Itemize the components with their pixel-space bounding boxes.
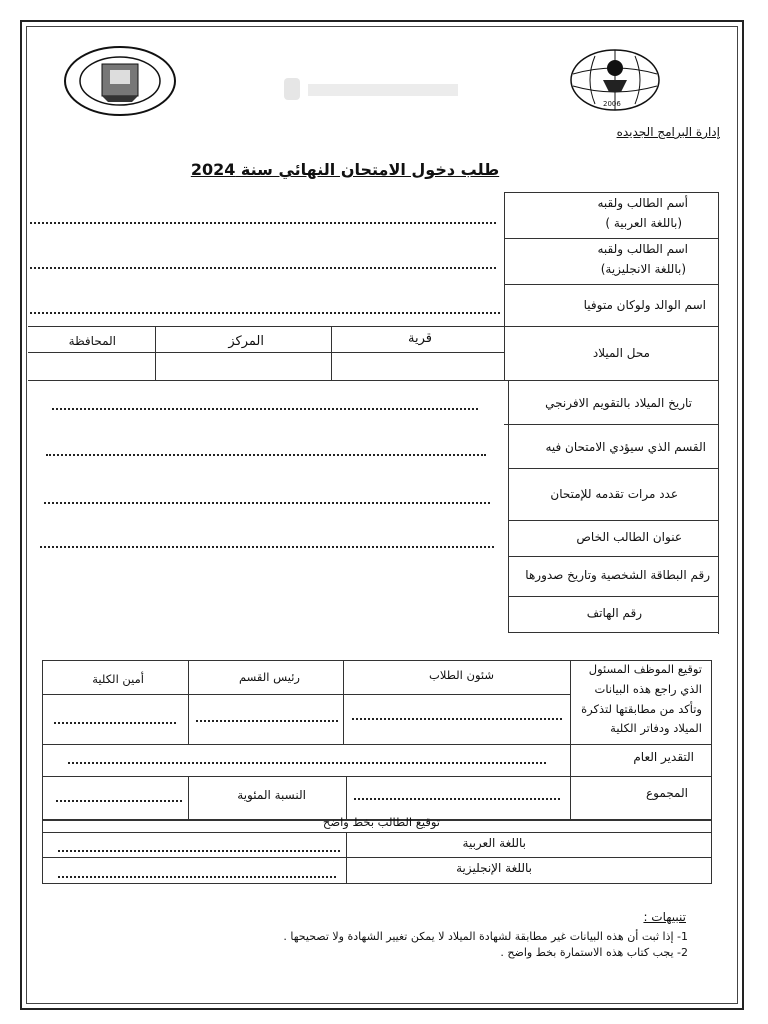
- row-line: [28, 380, 718, 381]
- address-field[interactable]: [40, 546, 494, 548]
- birthdate-label: تاريخ الميلاد بالتقويم الافرنجي: [545, 396, 692, 410]
- label-column-border: [504, 192, 505, 380]
- column-line: [188, 776, 189, 820]
- sig-en-field[interactable]: [58, 876, 336, 878]
- id-card-label: رقم البطاقة الشخصية وتاريخ صدورها: [525, 568, 710, 582]
- note-2: 2- يجب كتاب هذه الاستمارة بخط واضح .: [500, 946, 688, 959]
- form-title: طلب دخول الامتحان النهائي سنة 2024: [190, 160, 500, 179]
- village-label: قرية: [408, 331, 432, 346]
- center-label: المركز: [228, 334, 264, 349]
- birthplace-label: محل الميلاد: [592, 346, 650, 360]
- row-line: [42, 744, 712, 745]
- row-line: [508, 556, 718, 557]
- faculty-secretary-signature[interactable]: [54, 722, 176, 724]
- officer-label-1: توقيع الموظف المسئول: [588, 662, 702, 676]
- center-field[interactable]: [156, 354, 331, 380]
- officer-label-2: الذي راجع هذه البيانات: [594, 682, 702, 696]
- phone-label: رقم الهاتف: [586, 606, 642, 620]
- father-name-field[interactable]: [30, 312, 500, 314]
- watermark-icon: [284, 74, 464, 104]
- student-name-ar-label: أسم الطالب ولقبه: [597, 196, 688, 210]
- row-line: [42, 832, 712, 833]
- row-line: [42, 776, 712, 777]
- column-line: [188, 660, 189, 744]
- row-line: [508, 632, 718, 633]
- row-line: [504, 192, 718, 193]
- general-grade-label: التقدير العام: [633, 750, 694, 764]
- row-line: [504, 284, 718, 285]
- student-name-en-sub: (باللغة الانجليزية): [600, 262, 686, 276]
- general-grade-field[interactable]: [68, 762, 546, 764]
- faculty-logo: [567, 42, 663, 116]
- column-line: [346, 832, 347, 884]
- row-line: [508, 596, 718, 597]
- right-border: [718, 192, 719, 634]
- student-name-en-field[interactable]: [30, 267, 496, 269]
- birthdate-field[interactable]: [52, 408, 478, 410]
- percentage-label: النسبة المئوية: [237, 788, 306, 802]
- officer-label-3: وتأكد من مطابقتها لتذكرة: [581, 702, 702, 716]
- student-name-ar-sub: (باللغة العربية ): [605, 216, 682, 230]
- sig-ar-label: باللغة العربية: [462, 836, 526, 850]
- officer-label-4: الميلاد ودفاتر الكلية: [610, 721, 702, 735]
- student-name-ar-field[interactable]: [30, 222, 496, 224]
- sig-ar-field[interactable]: [58, 850, 340, 852]
- dept-head-signature[interactable]: [196, 720, 338, 722]
- row-line: [28, 326, 718, 327]
- suez-canal-university-logo: [62, 44, 178, 118]
- dept-head-label: رئيس القسم: [239, 670, 300, 684]
- attempts-label: عدد مرات تقدمه للإمتحان: [550, 487, 678, 501]
- governorate-field[interactable]: [30, 354, 155, 380]
- student-name-en-label: اسم الطالب ولقبه: [597, 242, 688, 256]
- notes-title: تنبيهات :: [643, 910, 686, 924]
- exam-department-label: القسم الذي سيؤدي الامتحان فيه: [545, 440, 706, 454]
- address-label: عنوان الطالب الخاص: [576, 530, 682, 544]
- row-line: [28, 352, 504, 353]
- total-field[interactable]: [354, 798, 560, 800]
- father-name-label: اسم الوالد ولوكان متوفيا: [583, 298, 706, 312]
- logo-year: 2006: [603, 100, 621, 108]
- university-seal-icon: [62, 44, 178, 118]
- exam-department-field[interactable]: [46, 454, 486, 456]
- row-line: [42, 694, 570, 695]
- student-affairs-label: شئون الطلاب: [429, 668, 494, 682]
- department-name: إدارة البرامج الجديده: [616, 125, 720, 139]
- column-line: [346, 776, 347, 820]
- row-line: [504, 424, 718, 425]
- row-line: [508, 468, 718, 469]
- attempts-field[interactable]: [44, 502, 490, 504]
- village-field[interactable]: [332, 354, 504, 380]
- faculty-secretary-label: أمين الكلية: [92, 672, 144, 686]
- percentage-field[interactable]: [56, 800, 182, 802]
- row-line: [42, 857, 712, 858]
- note-1: 1- إذا ثبت أن هذه البيانات غير مطابقة لشهادة الميلاد لا يمكن تغيير الشهادة ولا تصحيحها .: [283, 930, 688, 943]
- label-column-border: [508, 380, 509, 632]
- total-label: المجموع: [646, 786, 688, 800]
- column-line: [570, 660, 571, 820]
- sig-en-label: باللغة الإنجليزية: [456, 861, 532, 875]
- student-affairs-signature[interactable]: [352, 718, 562, 720]
- row-line: [504, 238, 718, 239]
- governorate-label: المحافظة: [68, 334, 116, 348]
- row-line: [508, 520, 718, 521]
- signature-title: توقيع الطالب بخط واضح: [322, 815, 440, 829]
